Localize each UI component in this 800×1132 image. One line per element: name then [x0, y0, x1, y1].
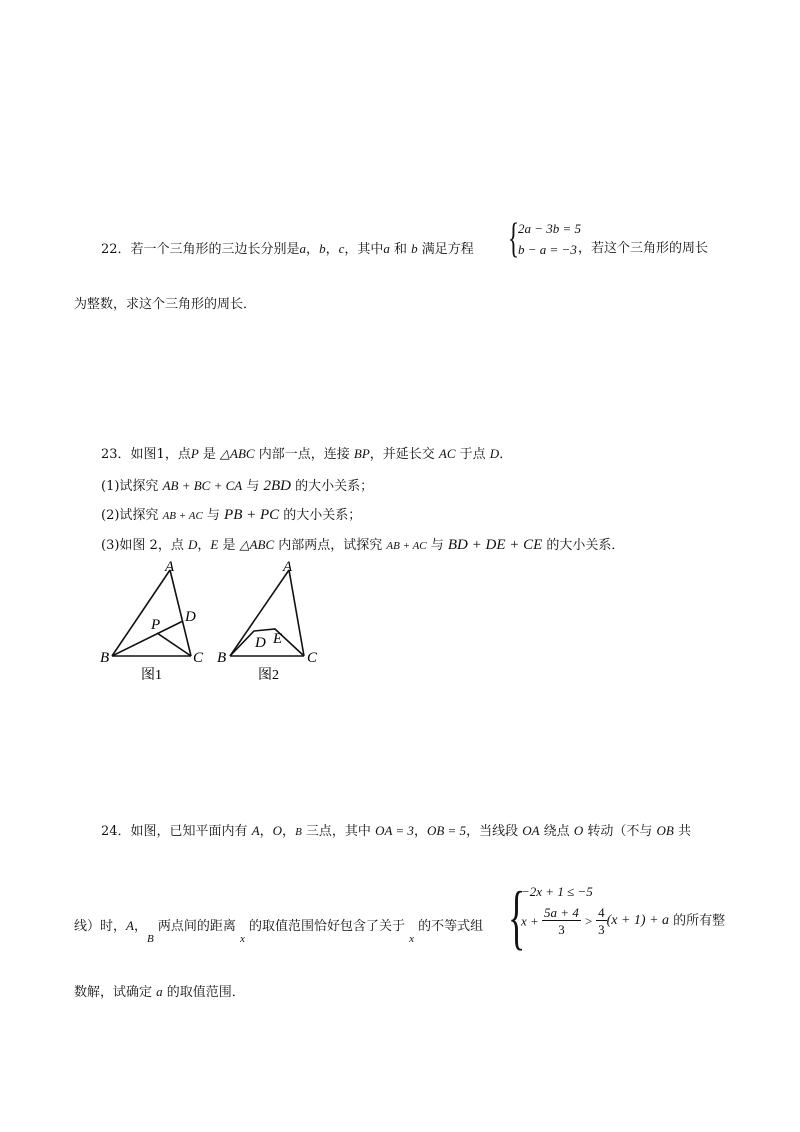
- q23-part3: (3)如图 2，点 D，E 是 △ABC 内部两点，试探究 AB + AC 与 BD + DE + CE 的大小关系．: [101, 537, 625, 553]
- figure-1: [95, 558, 225, 688]
- q22-line2: 为整数，求这个三角形的周长．: [74, 297, 257, 312]
- fig2-label-c: C: [307, 650, 318, 666]
- fig1-edge-ab: [112, 570, 170, 656]
- fig1-label-b: B: [100, 650, 110, 666]
- q24-fraction-1: $\frac{5a + 4}{3}$: [544, 905, 579, 937]
- q22-eq1: 2a − 3b = 5: [518, 221, 582, 236]
- fig2-caption: 图2: [258, 668, 279, 683]
- q24-fraction-2: $\frac{4}{3}$: [598, 905, 605, 937]
- fig1-segment-bd: [112, 621, 183, 656]
- q23-part1: (1)试探究 AB + BC + CA 与 2BD 的大小关系；: [101, 478, 374, 494]
- figure-2: [213, 558, 343, 688]
- fig1-label-c: C: [193, 650, 204, 666]
- q22-system-brace: {: [508, 216, 520, 262]
- q22-line1-tail: ，若这个三角形的周长: [578, 241, 709, 256]
- q24-line2-start: 线）时，A，$_B$ 两点间的距离 $_x$ 的取值范围恰好包含了关于 $_x$ 的不等式组: [74, 918, 484, 945]
- q24-ineq1: −2x + 1 ≤ −5: [521, 884, 593, 899]
- fig1-label-p: P: [151, 617, 161, 633]
- q24-system-brace: {: [508, 877, 526, 957]
- q24-line3: 数解，试确定 a 的取值范围．: [74, 984, 245, 1000]
- fig2-label-a: A: [283, 559, 293, 575]
- fig2-label-b: B: [217, 650, 227, 666]
- fig2-label-e: E: [273, 631, 283, 647]
- q23-part2: (2)试探究 AB + AC 与 PB + PC 的大小关系；: [101, 507, 362, 523]
- q23-line1: 23．如图1，点P 是 △ABC 内部一点，连接 BP，并延长交 AC 于点 D．: [101, 446, 513, 462]
- q24-line1: 24．如图，已知平面内有 A，O，B 三点，其中 OA = 3，OB = 5，当线段 OA 绕点 O 转动（不与 OB 共: [101, 823, 691, 839]
- fig1-label-d: D: [185, 609, 196, 625]
- fig1-caption: 图1: [141, 668, 162, 683]
- q22-eq2: b − a = −3: [518, 242, 577, 257]
- fig2-label-d: D: [255, 635, 266, 651]
- q24-ineq2: x + $\frac{5a + 4}{3}$ > $\frac{4}{3}$ (x + 1) + a 的所有整: [521, 905, 726, 937]
- fig2-path-bdec: [230, 629, 304, 656]
- fig1-label-a: A: [165, 559, 175, 575]
- q22-line1: 22．若一个三角形的三边长分别是a，b，c，其中a 和 b 满足方程: [101, 241, 474, 257]
